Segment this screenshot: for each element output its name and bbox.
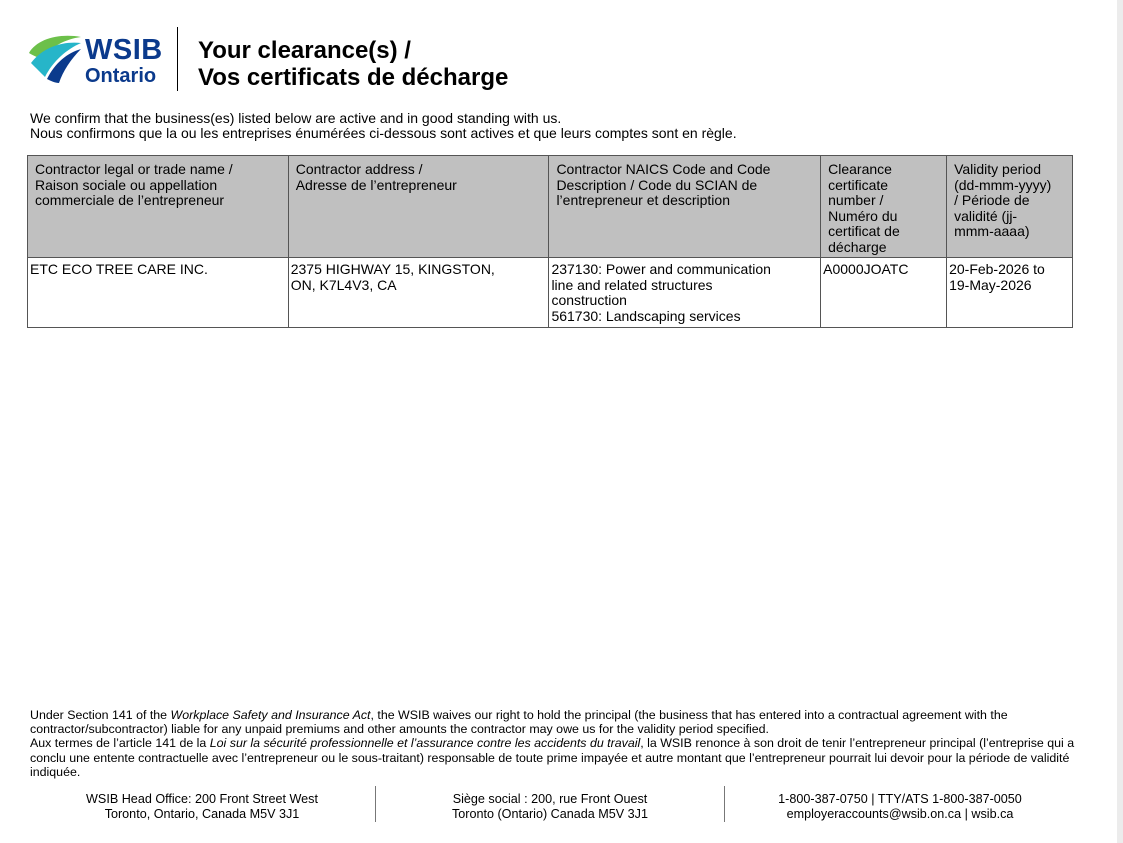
naics-line: 561730: Landscaping services: [551, 307, 741, 324]
header-contractor-address: [288, 156, 549, 258]
header-text: Description / Code du SCIAN de: [556, 176, 758, 193]
title-en: Your clearance(s) /: [198, 37, 411, 64]
header-divider: [177, 27, 178, 91]
legal-notice-en: [30, 708, 1090, 736]
address-line: 2375 HIGHWAY 15, KINGSTON,: [290, 261, 495, 277]
header-text: Validity period: [954, 161, 1041, 177]
act-name: Loi sur la sécurité professionnelle et l’assurance contre les accidents du travail: [209, 736, 641, 751]
header-text: l’entrepreneur et description: [556, 192, 730, 208]
cell-contractor-name: ETC ECO TREE CARE INC.: [28, 258, 289, 328]
contact-line: Siège social : 200, rue Front Ouest: [452, 792, 648, 806]
table-header-row: [28, 156, 1073, 258]
validity-line: 20-Feb-2026 to: [949, 261, 1045, 277]
contact-head-office-fr: [380, 792, 720, 821]
header-text: décharge: [828, 238, 887, 255]
title-fr: Vos certificats de décharge: [198, 64, 509, 91]
legal-text: Under Section 141 of the: [30, 708, 171, 722]
intro-en: We confirm that the business(es) listed below are active and in good standing with us.: [30, 110, 562, 126]
contact-line: Toronto (Ontario) Canada M5V 3J1: [451, 806, 648, 821]
contact-phone-email: [730, 792, 1070, 821]
header-text: validité (jj-: [954, 207, 1018, 224]
legal-text: Aux termes de l’article 141 de la: [30, 736, 210, 751]
header-text: (dd-mmm-yyyy): [954, 176, 1052, 193]
validity-line: 19-May-2026: [949, 276, 1032, 293]
header-text: commerciale de l’entrepreneur: [35, 192, 225, 208]
legal-text: , the WSIB waives our right to hold the principal (the business that has entered into a contractual agreement with the contractor/subcontractor) liable for any unpaid premiums and other amounts the contractor may owe us for the validity period specified.: [30, 708, 1008, 737]
clearance-table: [27, 155, 1073, 328]
header-text: mmm-aaaa): [954, 223, 1030, 239]
cell-naics: [549, 258, 821, 328]
wsib-ontario-logo: [27, 33, 169, 85]
cell-certificate-number: A0000JOATC: [821, 258, 947, 328]
page-title: [198, 37, 508, 91]
intro-text: [30, 111, 737, 141]
contact-line: Toronto, Ontario, Canada M5V 3J1: [104, 806, 300, 821]
table-row: [28, 258, 1073, 328]
header-text: number /: [828, 192, 884, 208]
header-naics: [549, 156, 821, 258]
header-text: Raison sociale ou appellation: [35, 176, 218, 193]
header-text: Numéro du: [828, 207, 898, 224]
header-certificate-number: [821, 156, 947, 258]
header-validity-period: [947, 156, 1073, 258]
header-text: / Période de: [954, 192, 1030, 208]
header-text: Contractor legal or trade name /: [35, 161, 233, 177]
header-contractor-name: [28, 156, 289, 258]
logo-wsib-text: WSIB: [85, 34, 163, 66]
header-text: Clearance: [828, 161, 892, 177]
contact-line: WSIB Head Office: 200 Front Street West: [86, 792, 318, 806]
naics-line: line and related structures: [551, 276, 713, 293]
cell-validity-period: [947, 258, 1073, 328]
contact-line: employeraccounts@wsib.on.ca | wsib.ca: [786, 806, 1014, 821]
address-line: ON, K7L4V3, CA: [290, 276, 397, 293]
contact-line: 1-800-387-0750 | TTY/ATS 1-800-387-0050: [778, 792, 1022, 806]
contact-divider: [375, 786, 376, 822]
contact-head-office-en: [40, 792, 364, 821]
cell-contractor-address: [288, 258, 549, 328]
wsib-swoosh-icon: [27, 33, 83, 85]
act-name: Workplace Safety and Insurance Act: [170, 708, 371, 722]
logo-ontario-text: Ontario: [85, 65, 157, 87]
header-text: Contractor address /: [295, 161, 423, 177]
naics-line: construction: [551, 292, 627, 308]
scrollbar-track[interactable]: [1117, 0, 1123, 843]
header-text: certificat de: [828, 223, 900, 239]
header-text: Contractor NAICS Code and Code: [556, 161, 771, 177]
header-text: Adresse de l’entrepreneur: [295, 176, 457, 193]
legal-notice-fr: [30, 736, 1090, 779]
intro-fr: Nous confirmons que la ou les entreprises énumérées ci-dessous sont actives et que leurs comptes sont en règle.: [30, 125, 737, 141]
contact-divider: [724, 786, 725, 822]
naics-line: 237130: Power and communication: [551, 261, 771, 277]
header-text: certificate: [828, 176, 889, 193]
legal-notice: [30, 708, 1090, 779]
legal-text: , la WSIB renonce à son droit de tenir l’entrepreneur principal (l’entreprise qui a conclu une entente contractuelle avec l’entrepreneur ou le sous-traitant) responsable de toute prime impayée et autre montant que l’entrepreneur pourrait lui devoir pour la période de validité indiquée.: [30, 736, 1075, 779]
